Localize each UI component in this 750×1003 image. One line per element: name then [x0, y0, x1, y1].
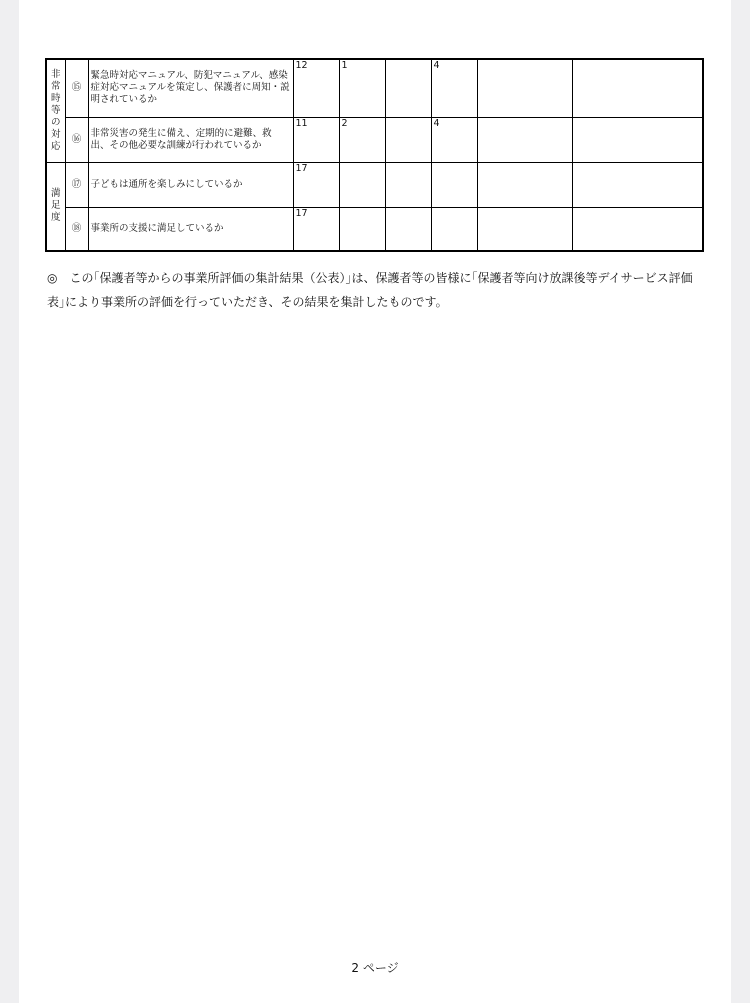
- value-cell: [477, 207, 572, 251]
- question-number: ⑱: [65, 207, 88, 251]
- question-number: ⑮: [65, 59, 88, 117]
- value-cell: 2: [339, 117, 385, 162]
- value-cell: [477, 162, 572, 207]
- value-cell: [572, 207, 703, 251]
- value-cell: 4: [431, 59, 477, 117]
- category-char: 対: [50, 128, 61, 140]
- value-cell: 1: [339, 59, 385, 117]
- value-cell: 12: [293, 59, 339, 117]
- note-paragraph: ◎ この｢保護者等からの事業所評価の集計結果（公表）｣は、保護者等の皆様に｢保護者等向け放課後等デイサービス評価表｣により事業所の評価を行っていただき、その結果を集計したものです。: [47, 271, 693, 309]
- value-cell: [572, 162, 703, 207]
- category-char: 足: [50, 200, 61, 212]
- question-number: ⑯: [65, 117, 88, 162]
- value-cell: [572, 59, 703, 117]
- question-text: 事業所の支援に満足しているか: [88, 207, 293, 251]
- value-cell: 17: [293, 207, 339, 251]
- question-text: 子どもは通所を楽しみにしているか: [88, 162, 293, 207]
- category-char: 常: [50, 80, 61, 92]
- category-char: 非: [50, 68, 61, 80]
- value-cell: 11: [293, 117, 339, 162]
- value-cell: [385, 117, 431, 162]
- value-cell: [477, 59, 572, 117]
- value-cell: [339, 162, 385, 207]
- value-cell: [431, 207, 477, 251]
- value-cell: 4: [431, 117, 477, 162]
- value-cell: [431, 162, 477, 207]
- table-row: [46, 59, 703, 117]
- category-cell: [46, 162, 65, 251]
- category-char: 満: [50, 188, 61, 200]
- question-text: 緊急時対応マニュアル、防犯マニュアル、感染症対応マニュアルを策定し、保護者に周知・説明されているか: [88, 59, 293, 117]
- value-cell: [385, 162, 431, 207]
- value-cell: [385, 59, 431, 117]
- category-char: 等: [50, 104, 61, 116]
- value-cell: 17: [293, 162, 339, 207]
- question-number: ⑰: [65, 162, 88, 207]
- value-cell: [477, 117, 572, 162]
- table-row: [46, 162, 703, 207]
- category-char: 度: [50, 212, 61, 224]
- category-char: 時: [50, 92, 61, 104]
- category-char: 応: [50, 140, 61, 152]
- table-row: [46, 117, 703, 162]
- value-cell: [385, 207, 431, 251]
- category-char: の: [50, 116, 61, 128]
- table-row: [46, 207, 703, 251]
- evaluation-table: [45, 58, 704, 252]
- question-text: 非常災害の発生に備え、定期的に避難、救出、その他必要な訓練が行われているか: [88, 117, 293, 162]
- value-cell: [339, 207, 385, 251]
- category-cell: [46, 59, 65, 162]
- page-number: 2 ページ: [351, 961, 399, 975]
- value-cell: [572, 117, 703, 162]
